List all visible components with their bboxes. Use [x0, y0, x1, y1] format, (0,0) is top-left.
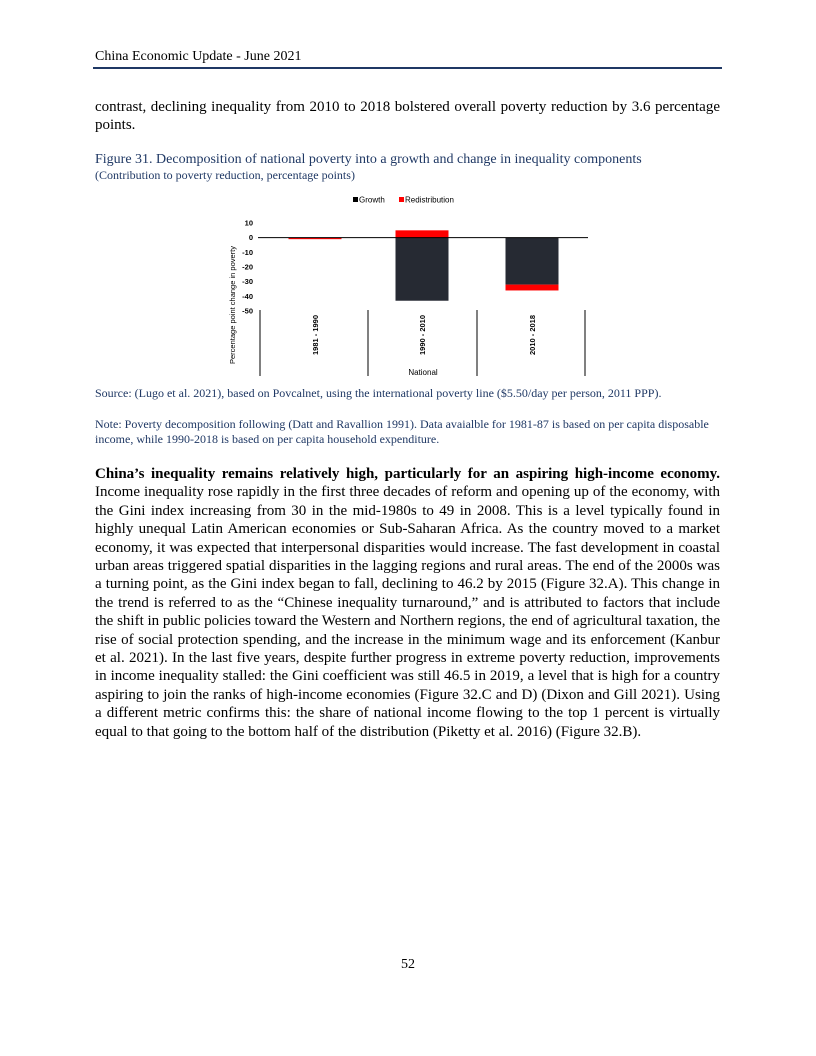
bar-redistribution-2 — [506, 285, 559, 291]
y-tick-label: -50 — [242, 306, 253, 316]
x-tick-label: 1990 - 2010 — [418, 314, 427, 356]
y-tick-label: -30 — [242, 277, 253, 287]
y-tick-label: -20 — [242, 262, 253, 272]
y-tick-label: -10 — [242, 247, 253, 257]
lead-sentence: China’s inequality remains relatively high, particularly for an aspiring high-income economy. — [95, 466, 720, 482]
header-rule — [93, 67, 722, 69]
legend-swatch-growth — [353, 197, 358, 202]
intro-paragraph: contrast, declining inequality from 2010 to 2018 bolstered overall poverty reduction by 3.6 percentage points. — [95, 99, 720, 134]
legend-swatch-redistribution — [399, 197, 404, 202]
chart-bars — [289, 230, 559, 300]
bar-growth-2 — [506, 238, 559, 285]
page-number: 52 — [401, 957, 415, 972]
bar-redistribution-1 — [396, 230, 449, 237]
legend-label-redistribution: Redistribution — [405, 195, 454, 205]
y-tick-label: 10 — [244, 218, 253, 228]
y-axis-ticks — [242, 219, 253, 316]
legend-label-growth: Growth — [359, 195, 385, 205]
figure-source: Source: (Lugo et al. 2021), based on Povcalnet, using the international poverty line ($5.50/day per person, 2011 PPP). — [95, 386, 662, 400]
y-axis-label: Percentage point change in poverty — [228, 246, 237, 364]
x-tick-label: 2010 - 2018 — [528, 314, 537, 356]
main-paragraph — [95, 465, 720, 741]
x-category-labels — [311, 315, 537, 355]
chart-legend — [353, 196, 454, 205]
figure-title: Figure 31. Decomposition of national poverty into a growth and change in inequality components — [95, 152, 642, 167]
body-text: Income inequality rose rapidly in the first three decades of reform and opening up of the economy, with the Gini index increasing from 30 in the mid-1980s to 49 in 2008. This is a level typically found in highly unequal Latin American economies or Sub-Saharan Africa. As the country moved to a market economy, it was expected that interpersonal disparities would increase. The fast development in coastal urban areas triggered spatial disparities in the lagging regions and rural areas. The end of the 2000s was a turning point, as the Gini index began to fall, declining to 46.2 by 2015 (Figure 32.A). This change in the trend is referred to as the “Chinese inequality turnaround,” and is attributed to factors that include the shift in public policies toward the Western and Northern regions, the end of agricultural taxation, the rise of social protection spending, and the increase in the minimum wage and its enforcement (Kanbur et al. 2021). In the last five years, despite further progress in extreme poverty reduction, improvements in income inequality stalled: the Gini coefficient was still 46.5 in 2019, a level that is high for a country aspiring to join the ranks of high-income economies (Figure 32.C and D) (Dixon and Gill 2021). Using a different metric confirms this: the share of national income flowing to the top 1 percent is virtually equal to that going to the bottom half of the distribution (Piketty et al. 2016) (Figure 32.B). — [95, 484, 721, 740]
figure-subtitle: (Contribution to poverty reduction, percentage points) — [95, 168, 355, 182]
y-tick-label: -40 — [242, 291, 253, 301]
running-header: China Economic Update - June 2021 — [95, 49, 302, 64]
poverty-decomposition-chart — [190, 190, 610, 382]
y-axis-label-group — [228, 246, 237, 364]
bar-growth-1 — [396, 238, 449, 301]
y-tick-label: 0 — [248, 233, 253, 243]
x-tick-label: 1981 - 1990 — [311, 314, 320, 356]
x-axis-label: National — [408, 368, 438, 377]
figure-note: Note: Poverty decomposition following (Datt and Ravallion 1991). Data avaialble for 1981-87 is based on per capita disposable income, while 1990-2018 is based on per capita household expenditure. — [95, 417, 709, 446]
